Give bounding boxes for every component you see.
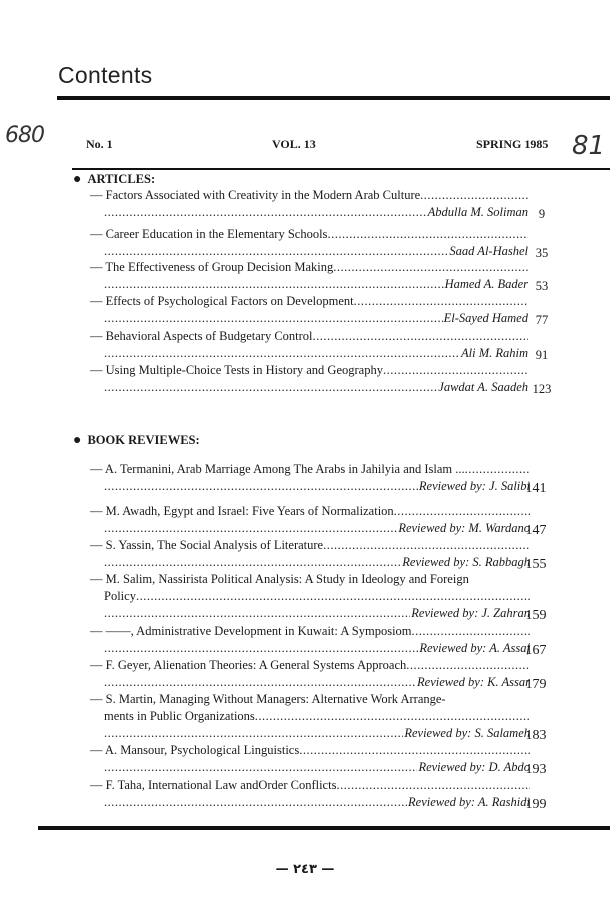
entry-title-line	[90, 462, 530, 477]
entry-author-line	[104, 795, 530, 810]
entry-title: — A. Termanini, Arab Marriage Among The Arabs in Jahilyia and Islam ...	[90, 462, 465, 476]
entry-title: — Behavioral Aspects of Budgetary Control	[90, 329, 313, 343]
volume-number: VOL. 13	[272, 137, 316, 151]
entry-author-line	[104, 726, 530, 741]
entry-title: — F. Taha, International Law andOrder Conflicts	[90, 778, 337, 792]
entry-title-line	[90, 227, 528, 242]
entry-author: Reviewed by: S. Rabbagh	[402, 555, 530, 569]
entry-title-line	[90, 538, 530, 553]
entry-author: Reviewed by: J. Zahran	[411, 606, 530, 620]
entry-title-line	[90, 692, 530, 707]
entry-title: — A. Mansour, Psychological Linguistics	[90, 743, 300, 757]
dot-leader	[104, 760, 417, 775]
dot-leader	[465, 462, 530, 477]
entry-author: Reviewed by: D. Abdo	[418, 760, 530, 774]
footer-page-number: — ٢٤٣ —	[275, 862, 335, 877]
issue-number: No. 1	[86, 137, 113, 151]
entry-author: Reviewed by: A. Assaf	[419, 641, 530, 655]
handwritten-note-right: 81	[572, 131, 606, 161]
entry-title-line	[90, 743, 530, 758]
entry-author-line	[104, 277, 528, 292]
entry-title: — Using Multiple-Choice Tests in History and Geography	[90, 363, 383, 377]
entry-title-cont: Policy	[104, 589, 136, 603]
dot-leader	[354, 294, 528, 309]
entry-author: Hamed A. Bader	[444, 277, 528, 291]
entry-title: — The Effectiveness of Group Decision Making	[90, 260, 334, 274]
entry-page-number: 183	[525, 728, 547, 743]
dot-leader	[104, 346, 460, 361]
entry-author: Reviewed by: K. Assar	[417, 675, 530, 689]
entry-title-continuation	[104, 589, 530, 604]
entry-title: — S. Martin, Managing Without Managers: Alternative Work Arrange-	[90, 692, 446, 706]
entry-page-number: 199	[525, 797, 547, 812]
entry-title-line	[90, 294, 528, 309]
entry-title: — F. Geyer, Alienation Theories: A General Systems Approach	[90, 658, 407, 672]
dot-leader	[323, 538, 530, 553]
entry-author: Ali M. Rahim	[460, 346, 528, 360]
dot-leader	[104, 641, 418, 656]
entry-page-number: 147	[525, 523, 547, 538]
dot-leader	[104, 675, 416, 690]
entry-title-line	[90, 658, 530, 673]
dot-leader	[313, 329, 528, 344]
top-rule	[57, 96, 610, 100]
entry-page-number: 193	[525, 762, 547, 777]
entry-author: Reviewed by: J. Salibi	[418, 479, 530, 493]
dot-leader	[104, 726, 403, 741]
dot-leader	[104, 311, 443, 326]
dot-leader	[299, 743, 530, 758]
entry-author-line	[104, 641, 530, 656]
entry-title: — M. Salim, Nassirista Political Analysis: A Study in Ideology and Foreign	[90, 572, 469, 586]
dot-leader	[383, 363, 528, 378]
bottom-rule	[38, 826, 610, 830]
entry-author-line	[104, 760, 530, 775]
entry-author-line	[104, 311, 528, 326]
dot-leader	[394, 504, 530, 519]
entry-title: — Career Education in the Elementary Schools	[90, 227, 328, 241]
entry-page-number: 91	[535, 348, 549, 362]
issue-season: SPRING 1985	[476, 137, 549, 151]
entry-author-line	[104, 555, 530, 570]
entry-title-line	[90, 504, 530, 519]
entry-page-number: 123	[532, 382, 552, 396]
entry-page-number: 53	[535, 279, 549, 293]
entry-page-number: 77	[535, 313, 549, 327]
dot-leader	[104, 521, 397, 536]
dot-leader	[255, 709, 530, 724]
entry-page-number: 35	[535, 246, 549, 260]
entry-title: — M. Awadh, Egypt and Israel: Five Years of Normalization	[90, 504, 394, 518]
entry-title-line	[90, 329, 528, 344]
dot-leader	[104, 277, 444, 292]
entry-title: — S. Yassin, The Social Analysis of Literature	[90, 538, 324, 552]
entry-author-line	[104, 244, 528, 259]
entry-title-line	[90, 260, 528, 275]
entry-author: Saad Al-Hashel	[449, 244, 528, 258]
entry-title-line	[90, 188, 528, 203]
dot-leader	[104, 380, 437, 395]
dot-leader	[104, 244, 448, 259]
entry-title-cont: ments in Public Organizations	[104, 709, 255, 723]
articles-heading	[73, 172, 155, 188]
bullet-icon: ●	[73, 172, 82, 187]
dot-leader	[104, 795, 407, 810]
dot-leader	[104, 479, 418, 494]
entry-page-number: 9	[538, 207, 546, 221]
entry-author: Reviewed by: A. Rashidi	[408, 795, 530, 809]
reviews-heading	[73, 433, 200, 449]
entry-title: — Factors Associated with Creativity in the Modern Arab Culture	[90, 188, 421, 202]
reviews-heading-label: BOOK REVIEWES:	[87, 433, 200, 447]
dot-leader	[104, 606, 410, 621]
dot-leader	[333, 260, 528, 275]
dot-leader	[420, 188, 528, 203]
entry-author: El-Sayed Hamed	[443, 311, 528, 325]
bullet-icon: ●	[73, 433, 82, 448]
entry-title-line	[90, 778, 530, 793]
entry-title-line	[90, 363, 528, 378]
header-rule	[72, 168, 610, 170]
entry-author: Reviewed by: M. Wardano	[398, 521, 530, 535]
dot-leader	[336, 778, 530, 793]
entry-author-line	[104, 606, 530, 621]
dot-leader	[104, 205, 427, 220]
entry-page-number: 167	[525, 643, 547, 658]
dot-leader	[412, 624, 530, 639]
handwritten-note-left: 680	[5, 123, 44, 148]
entry-author: Reviewed by: S. Salameh	[404, 726, 530, 740]
articles-heading-label: ARTICLES:	[87, 172, 156, 186]
entry-title-continuation	[104, 709, 530, 724]
entry-author-line	[104, 675, 530, 690]
dot-leader	[104, 555, 401, 570]
page-title: Contents	[58, 62, 153, 88]
entry-title-line	[90, 572, 530, 587]
entry-page-number: 155	[525, 557, 547, 572]
dot-leader	[406, 658, 530, 673]
dot-leader	[136, 589, 530, 604]
entry-author-line	[104, 380, 528, 395]
entry-author-line	[104, 521, 530, 536]
entry-author: Abdulla M. Soliman	[427, 205, 528, 219]
entry-page-number: 159	[525, 608, 547, 623]
entry-author-line	[104, 205, 528, 220]
dot-leader	[327, 227, 528, 242]
entry-title: — Effects of Psychological Factors on Development	[90, 294, 354, 308]
entry-page-number: 141	[525, 481, 547, 496]
entry-author-line	[104, 479, 530, 494]
entry-page-number: 179	[525, 677, 547, 692]
entry-author-line	[104, 346, 528, 361]
entry-title: — ——, Administrative Development in Kuwait: A Symposiom	[90, 624, 412, 638]
entry-title-line	[90, 624, 530, 639]
entry-author: Jawdat A. Saadeh	[438, 380, 528, 394]
